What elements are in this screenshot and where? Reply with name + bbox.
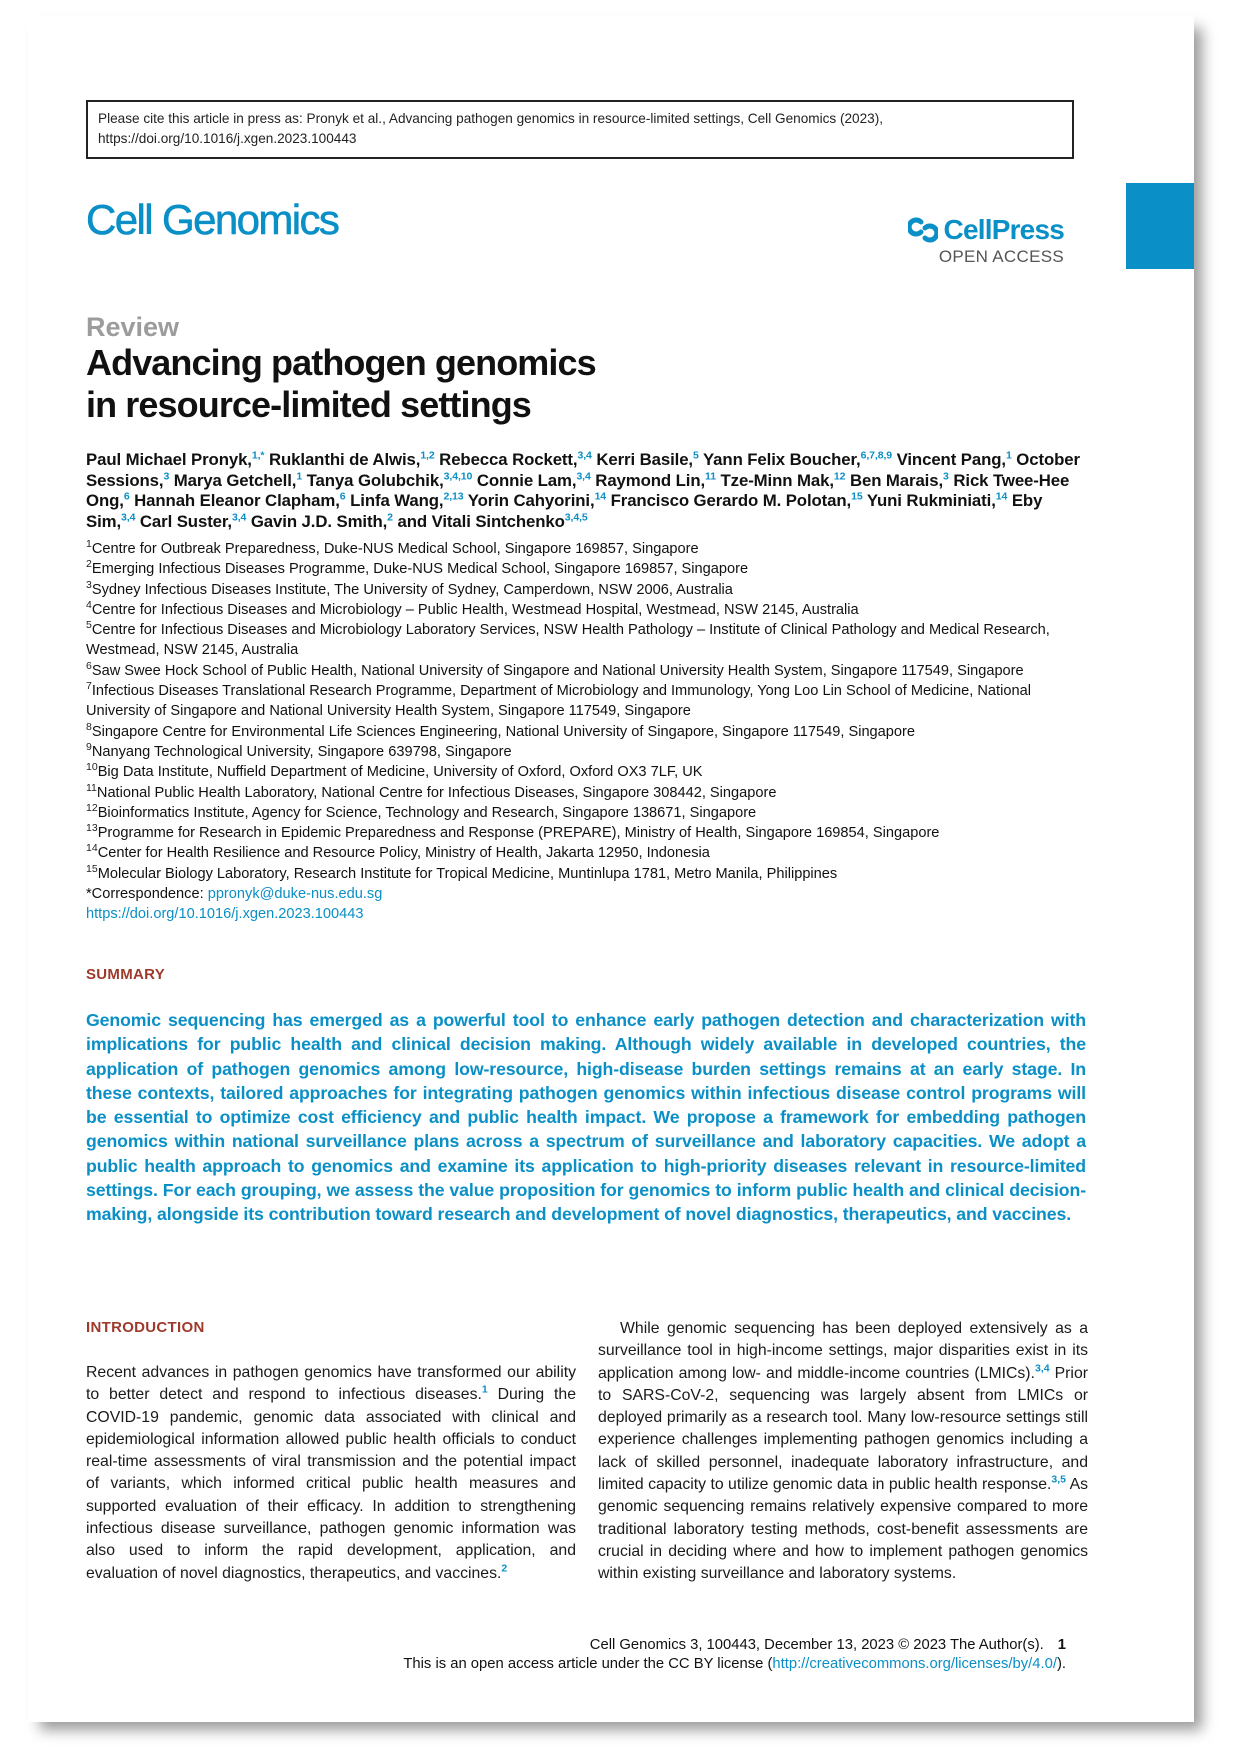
author-affiliation-ref[interactable]: 14	[995, 490, 1008, 503]
affiliation-text: Infectious Diseases Translational Research Programme, Department of Microbiology and Immunology, Yong Loo Lin School of Medicine, National University of Singapore and National University Health System, Singapore 117549, Singapore	[86, 683, 1031, 720]
author-name: Yuni Rukminiati,	[866, 491, 996, 510]
affiliation-number: 8	[86, 720, 92, 733]
affiliation	[86, 722, 1086, 742]
affiliation-text: Nanyang Technological University, Singapore 639798, Singapore	[91, 743, 512, 760]
affiliation-number: 10	[86, 761, 98, 774]
affiliation	[86, 620, 1086, 661]
author-name: and Vitali Sintchenko	[397, 511, 565, 531]
author-affiliation-ref[interactable]: 15	[851, 490, 863, 503]
affiliation	[86, 843, 1086, 863]
affiliation-list	[86, 539, 1086, 925]
affiliation-text: Programme for Research in Epidemic Preparedness and Response (PREPARE), Ministry of Health, Singapore 169854, Singapore	[97, 825, 940, 842]
footer-citation: Cell Genomics 3, 100443, December 13, 2023 © 2023 The Author(s).	[589, 1637, 1044, 1653]
affiliation-number: 13	[86, 822, 98, 835]
author-affiliation-ref[interactable]: 3	[163, 469, 170, 482]
author-name: Tze-Minn Mak,	[720, 470, 834, 490]
affiliation	[86, 539, 1086, 559]
affiliation-number: 12	[86, 802, 98, 814]
author-affiliation-ref[interactable]: 3,4,5	[564, 510, 588, 523]
affiliation-number: 9	[86, 741, 92, 754]
author-name: Hannah Eleanor Clapham,	[134, 491, 340, 510]
affiliation-text: Center for Health Resilience and Resource Policy, Ministry of Health, Jakarta 12950, Indonesia	[97, 845, 710, 862]
author-affiliation-ref[interactable]: 1,*	[251, 449, 265, 462]
author-name: Yann Felix Boucher,	[703, 450, 861, 469]
cellpress-logo-icon	[908, 215, 938, 245]
doi-link[interactable]: https://doi.org/10.1016/j.xgen.2023.100443	[86, 906, 364, 923]
author-name: Raymond Lin,	[595, 470, 706, 490]
author-name: October Sessions,	[86, 450, 1080, 490]
author-affiliation-ref[interactable]: 1	[296, 469, 303, 482]
affiliation-text: Bioinformatics Institute, Agency for Science, Technology and Research, Singapore 138671, Singapore	[97, 804, 757, 821]
author-name: Yorin Cahyorini,	[467, 491, 595, 510]
affiliation-number: 14	[86, 842, 98, 855]
affiliation-text: Centre for Infectious Diseases and Microbiology – Public Health, Westmead Hospital, Westmead, NSW 2145, Australia	[91, 601, 859, 618]
author-name: Rick Twee-Hee Ong,	[86, 470, 1070, 510]
author-list	[86, 450, 1086, 532]
affiliation-number: 5	[86, 619, 92, 632]
author-affiliation-ref[interactable]: 3	[943, 469, 949, 482]
title-line-1: Advancing pathogen genomics	[86, 342, 596, 383]
author-affiliation-ref[interactable]: 3,4,10	[443, 469, 473, 482]
affiliation	[86, 742, 1086, 762]
author-affiliation-ref[interactable]: 3,4	[231, 510, 247, 523]
author-affiliation-ref[interactable]: 2,13	[443, 490, 464, 503]
affiliation	[86, 762, 1086, 782]
publisher-logo[interactable]	[908, 214, 1064, 267]
affiliation	[86, 559, 1086, 579]
author-name: Ben Marais,	[849, 470, 944, 490]
affiliation-text: Singapore Centre for Environmental Life Sciences Engineering, National University of Singapore, Singapore 117549, Singapore	[91, 723, 916, 740]
reference-link[interactable]: 2	[501, 1562, 508, 1575]
reference-link[interactable]: 3,4	[1034, 1362, 1050, 1375]
page-footer: Cell Genomics 3, 100443, December 13, 2023 © 2023 The Author(s). 1 This is an open access article under the CC BY license (http://creativecommons.org/licenses/by/4.0/).	[403, 1637, 1066, 1672]
affiliation-number: 6	[86, 659, 92, 672]
license-link[interactable]: http://creativecommons.org/licenses/by/4.0/	[772, 1656, 1057, 1672]
publisher-name: CellPress	[943, 214, 1064, 245]
affiliation-number: 1	[86, 538, 92, 551]
author-affiliation-ref[interactable]: 6	[339, 490, 346, 503]
journal-title: Cell Genomics	[86, 196, 339, 243]
affiliation	[86, 600, 1086, 620]
affiliation	[86, 580, 1086, 600]
affiliation-number: 11	[86, 781, 97, 794]
author-name: Ruklanthi de Alwis,	[268, 450, 421, 469]
author-affiliation-ref[interactable]: 6	[123, 490, 130, 503]
author-name: Eby Sim,	[86, 491, 1043, 531]
intro-column-right: While genomic sequencing has been deployed extensively as a surveillance tool in high-income settings, major disparities exist in its application among low- and middle-income countries (LMICs).$^{3,4}$ Prior to SARS-CoV-2, sequencing was largely absent from LMICs or deployed primarily as a research tool. Many low-resource settings still experience challenges implementing pathogen genomics including a lack of skilled personnel, inadequate laboratory infrastructure, and limited capacity to utilize genomic data in public health response.$^{3,5}$ As genomic sequencing remains relatively expensive compared to more traditional laboratory testing methods, cost-benefit assessments are crucial in deciding where and how to implement pathogen genomics within existing surveillance and laboratory systems.	[598, 1320, 1089, 1583]
correspondence-email[interactable]: ppronyk@duke-nus.edu.sg	[207, 886, 383, 903]
author-name: Linfa Wang,	[350, 491, 444, 510]
author-affiliation-ref[interactable]: 11	[705, 469, 716, 482]
affiliation-text: National Public Health Laboratory, National Centre for Infectious Diseases, Singapore 308442, Singapore	[96, 784, 777, 801]
affiliation-text: Emerging Infectious Diseases Programme, Duke-NUS Medical School, Singapore 169857, Singapore	[91, 561, 749, 578]
reference-link[interactable]: 3,5	[1051, 1473, 1067, 1486]
affiliation	[86, 783, 1086, 803]
affiliation-number: 15	[86, 862, 98, 875]
affiliation-number: 2	[86, 558, 92, 571]
author-name: Francisco Gerardo M. Polotan,	[610, 491, 852, 510]
intro-column-left: Recent advances in pathogen genomics have transformed our ability to better detect and respond to infectious diseases.$^1$ During the COVID-19 pandemic, genomic data associated with clinical and epidemiological information allowed public health officials to conduct real-time assessments of viral transmission and the potential impact of variants, which informed critical public health measures and supported evaluation of their efficacy. In addition to strengthening infectious disease surveillance, pathogen genomic information was also used to inform the rapid development, application, and evaluation of novel diagnostics, therapeutics, and vaccines.$^2$	[86, 1364, 576, 1582]
affiliation-text: Saw Swee Hock School of Public Health, National University of Singapore and National University Health System, Singapore 117549, Singapore	[91, 662, 1024, 679]
author-name: Kerri Basile,	[596, 450, 693, 469]
affiliation	[86, 823, 1086, 843]
citation-box: Please cite this article in press as: Pronyk et al., Advancing pathogen genomics in resource-limited settings, Cell Genomics (2023), https://doi.org/10.1016/j.xgen.2023.100443	[86, 100, 1074, 159]
introduction-heading: INTRODUCTION	[86, 1319, 205, 1336]
author-affiliation-ref[interactable]: 1,2	[420, 449, 435, 462]
page-number: 1	[1057, 1637, 1066, 1653]
correspondence: *Correspondence: ppronyk@duke-nus.edu.sg	[86, 886, 383, 903]
section-tab	[1126, 183, 1194, 269]
article-type: Review	[86, 312, 180, 342]
affiliation-text: Big Data Institute, Nuffield Department of Medicine, University of Oxford, Oxford OX3 7LF, UK	[97, 764, 703, 781]
author-affiliation-ref[interactable]: 14	[594, 490, 607, 503]
author-name: Connie Lam,	[476, 470, 577, 490]
open-access-label: OPEN ACCESS	[938, 247, 1064, 266]
author-affiliation-ref[interactable]: 12	[833, 469, 846, 482]
author-name: Gavin J.D. Smith,	[250, 511, 388, 531]
affiliation-number: 4	[86, 599, 92, 612]
author-affiliation-ref[interactable]: 3,4	[121, 510, 136, 523]
author-affiliation-ref[interactable]: 5	[693, 449, 699, 462]
author-name: Carl Suster,	[139, 511, 232, 531]
author-name: Tanya Golubchik,	[306, 470, 444, 490]
affiliation-text: Centre for Outbreak Preparedness, Duke-NUS Medical School, Singapore 169857, Singapore	[91, 541, 699, 557]
affiliation	[86, 864, 1086, 884]
affiliation-number: 3	[86, 578, 92, 591]
author-name: Marya Getchell,	[173, 470, 297, 490]
affiliation	[86, 681, 1086, 722]
article-title	[86, 342, 596, 426]
author-name: Vincent Pang,	[896, 450, 1006, 469]
author-name: Paul Michael Pronyk,	[86, 450, 252, 469]
reference-link[interactable]: 1	[481, 1384, 488, 1397]
affiliation-number: 7	[86, 680, 92, 693]
affiliation	[86, 803, 1086, 823]
author-affiliation-ref[interactable]: 2	[387, 510, 393, 523]
author-affiliation-ref[interactable]: 1	[1005, 449, 1012, 462]
summary-heading: SUMMARY	[86, 966, 166, 983]
summary-text: Genomic sequencing has emerged as a powerful tool to enhance early pathogen detection and characterization with implications for public health and clinical decision making. Although widely available in developed countries, the application of pathogen genomics among low-resource, high-disease burden settings remains at an early stage. In these contexts, tailored approaches for integrating pathogen genomics within infectious disease control programs will be essential to optimize cost efficiency and public health impact. We propose a framework for embedding pathogen genomics within national surveillance plans across a spectrum of surveillance and laboratory capacities. We adopt a public health approach to genomics and examine its application to high-priority diseases relevant in resource-limited settings. For each grouping, we assess the value proposition for genomics to inform public health and clinical decision-making, alongside its contribution toward research and development of novel diagnostics, therapeutics, and vaccines.	[86, 1010, 1086, 1225]
author-affiliation-ref[interactable]: 3,4	[577, 449, 592, 462]
paper-page	[28, 16, 1194, 1722]
affiliation	[86, 661, 1086, 681]
author-affiliation-ref[interactable]: 3,4	[576, 469, 591, 482]
affiliation-text: Sydney Infectious Diseases Institute, The University of Sydney, Camperdown, NSW 2006, Australia	[91, 581, 733, 598]
affiliation-text: Centre for Infectious Diseases and Microbiology Laboratory Services, NSW Health Pathology – Institute of Clinical Pathology and Medical Research, Westmead, NSW 2145, Australia	[86, 622, 1050, 659]
author-affiliation-ref[interactable]: 6,7,8,9	[860, 449, 893, 462]
author-name: Rebecca Rockett,	[439, 450, 578, 469]
affiliation-text: Molecular Biology Laboratory, Research Institute for Tropical Medicine, Muntinlupa 1781, Metro Manila, Philippines	[97, 865, 838, 882]
title-line-2: in resource-limited settings	[86, 384, 531, 425]
